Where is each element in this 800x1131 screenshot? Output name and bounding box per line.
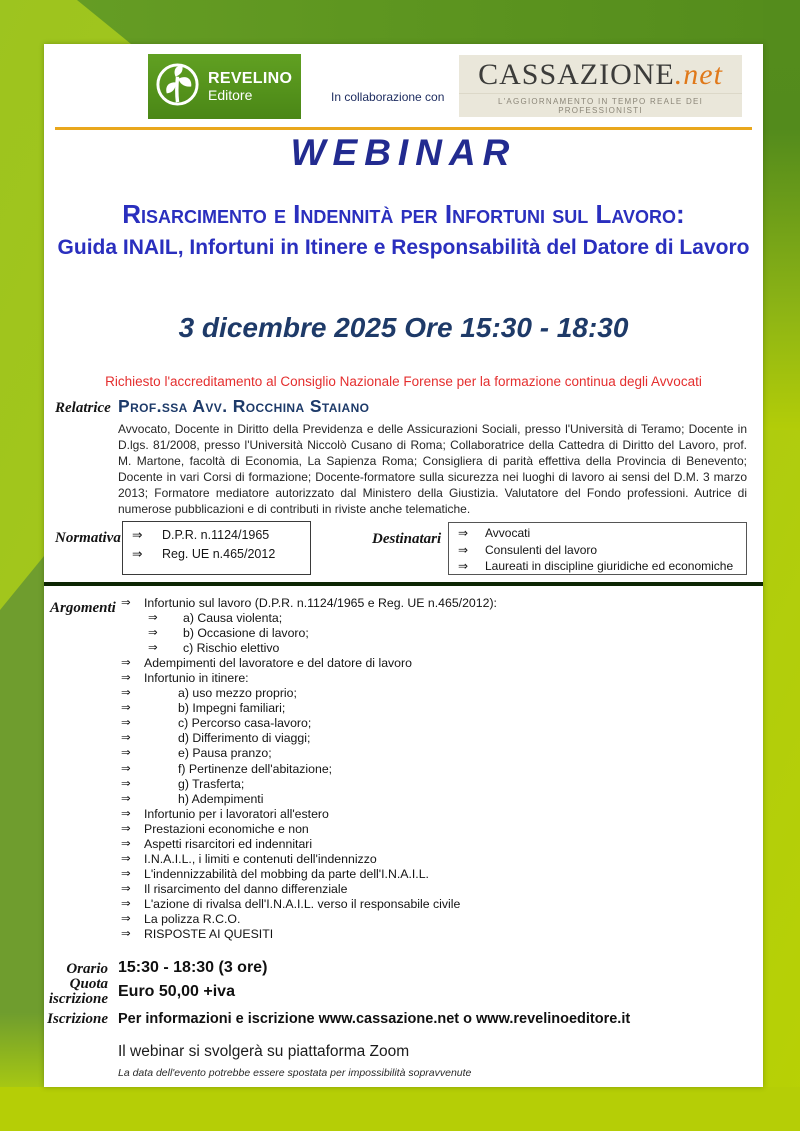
argomenti-list (121, 596, 755, 942)
arrow-icon: ⇒ (458, 559, 469, 573)
relatrice-label: Relatrice (55, 400, 111, 416)
normativa-label: Normativa (55, 530, 121, 546)
destinatari-item-text: Avvocati (485, 526, 531, 540)
arrow-icon: ⇒ (132, 547, 143, 561)
argomenti-item-text: Aspetti risarcitori ed indennitari (144, 836, 313, 851)
arrow-icon: ⇒ (121, 807, 131, 820)
flyer-title-line1: Risarcimento e Indennità per Infortuni sul Lavoro: (122, 199, 685, 229)
argomenti-item (121, 912, 755, 927)
arrow-icon: ⇒ (148, 627, 158, 640)
arrow-icon: ⇒ (121, 792, 131, 805)
background-bottom-band (0, 1087, 800, 1131)
argomenti-item-text: d) Differimento di viaggi; (178, 731, 311, 746)
cassazione-net-text: .net (674, 58, 723, 91)
revelino-subname: Editore (208, 86, 253, 103)
date-disclaimer: La data dell'evento potrebbe essere spostata per impossibilità sopravvenute (118, 1067, 472, 1079)
argomenti-item-text: b) Occasione di lavoro; (183, 626, 309, 641)
arrow-icon: ⇒ (121, 672, 131, 685)
argomenti-item-text: Infortunio in itinere: (144, 671, 249, 686)
section-divider (44, 582, 763, 586)
quota-value: Euro 50,00 +iva (118, 983, 235, 1000)
arrow-icon: ⇒ (121, 717, 131, 730)
argomenti-item-text: g) Trasferta; (178, 776, 245, 791)
revelino-tree-icon (154, 61, 201, 113)
argomenti-item-text: c) Percorso casa-lavoro; (178, 716, 312, 731)
quota-label-line2: iscrizione (48, 991, 108, 1007)
revelino-logo-text (208, 70, 292, 104)
argomenti-item (121, 656, 755, 671)
argomenti-item-text: Prestazioni economiche e non (144, 821, 309, 836)
argomenti-item-text: c) Rischio elettivo (183, 641, 280, 656)
destinatari-box (448, 522, 747, 575)
argomenti-item (121, 671, 755, 686)
normativa-item (129, 526, 310, 545)
argomenti-label: Argomenti (50, 600, 116, 616)
arrow-icon: ⇒ (121, 747, 131, 760)
argomenti-item (121, 897, 755, 912)
arrow-icon: ⇒ (458, 526, 469, 540)
argomenti-item (121, 596, 755, 611)
cassazione-tagline: L'AGGIORNAMENTO IN TEMPO REALE DEI PROFESSIONISTI (459, 93, 742, 115)
argomenti-item-text: Il risarcimento del danno differenziale (144, 881, 348, 896)
arrow-icon: ⇒ (121, 928, 131, 941)
destinatari-item (455, 542, 746, 559)
argomenti-item-text: e) Pausa pranzo; (178, 746, 272, 761)
webinar-heading: WEBINAR (290, 132, 517, 173)
argomenti-item (121, 762, 755, 777)
argomenti-item-text: h) Adempimenti (178, 791, 264, 806)
orario-value: 15:30 - 18:30 (3 ore) (118, 959, 268, 976)
arrow-icon: ⇒ (121, 837, 131, 850)
argomenti-item (121, 686, 755, 701)
argomenti-item (121, 822, 755, 837)
argomenti-item (121, 852, 755, 867)
cassazione-logo (459, 55, 742, 117)
cassazione-brand (459, 58, 742, 91)
argomenti-item-text: La polizza R.C.O. (144, 911, 241, 926)
argomenti-item-text: Infortunio sul lavoro (D.P.R. n.1124/1965 e Reg. UE n.465/2012): (144, 596, 497, 610)
speaker-name: Prof.ssa Avv. Rocchina Staiano (118, 396, 370, 416)
argomenti-item-text: L'indennizzabilità del mobbing da parte dell'I.N.A.I.L. (144, 866, 429, 881)
argomenti-item (148, 611, 755, 626)
revelino-logo (148, 54, 301, 119)
arrow-icon: ⇒ (121, 597, 131, 609)
arrow-icon: ⇒ (121, 777, 131, 790)
event-datetime: 3 dicembre 2025 Ore 15:30 - 18:30 (178, 312, 629, 343)
arrow-icon: ⇒ (121, 702, 131, 715)
background-right-band (763, 0, 800, 430)
accreditation-note: Richiesto l'accreditamento al Consiglio Nazionale Forense per la formazione continua degli Avvocati (105, 374, 702, 389)
normativa-item-text: Reg. UE n.465/2012 (162, 547, 276, 561)
argomenti-item (121, 792, 755, 807)
cassazione-brand-text: CASSAZIONE (478, 58, 675, 91)
destinatari-item-text: Consulenti del lavoro (485, 542, 598, 557)
orario-label: Orario (66, 961, 108, 977)
argomenti-item (121, 807, 755, 822)
destinatari-item-text: Laureati in discipline giuridiche ed economiche (485, 559, 734, 573)
argomenti-item-text: Infortunio per i lavoratori all'estero (144, 806, 329, 821)
arrow-icon: ⇒ (121, 687, 131, 700)
collaboration-text: In collaborazione con (331, 90, 445, 104)
arrow-icon: ⇒ (121, 762, 131, 775)
destinatari-label: Destinatari (372, 531, 442, 547)
arrow-icon: ⇒ (121, 867, 131, 880)
argomenti-item (121, 777, 755, 792)
argomenti-item-text: L'azione di rivalsa dell'I.N.A.I.L. verso il responsabile civile (144, 896, 461, 911)
arrow-icon: ⇒ (121, 912, 131, 925)
arrow-icon: ⇒ (458, 542, 469, 557)
argomenti-item (121, 731, 755, 746)
argomenti-item-text: a) Causa violenta; (183, 611, 283, 626)
platform-note: Il webinar si svolgerà su piattaforma Zoom (118, 1043, 410, 1060)
argomenti-item (148, 626, 755, 641)
gold-divider (55, 127, 752, 130)
argomenti-item-text: f) Pertinenze dell'abitazione; (178, 761, 333, 776)
normativa-box (122, 521, 311, 575)
arrow-icon: ⇒ (132, 528, 143, 542)
arrow-icon: ⇒ (148, 642, 158, 655)
argomenti-item (121, 867, 755, 882)
argomenti-item-text: I.N.A.I.L., i limiti e contenuti dell'indennizzo (144, 851, 377, 866)
argomenti-item (121, 746, 755, 761)
destinatari-item (455, 558, 746, 575)
argomenti-item (121, 882, 755, 897)
iscrizione-label: Iscrizione (47, 1011, 108, 1027)
arrow-icon: ⇒ (121, 852, 131, 865)
argomenti-item-text: b) Impegni familiari; (178, 701, 286, 716)
iscrizione-value: Per informazioni e iscrizione www.cassazione.net o www.revelinoeditore.it (118, 1011, 631, 1027)
arrow-icon: ⇒ (121, 732, 131, 745)
normativa-item-text: D.P.R. n.1124/1965 (162, 528, 270, 542)
arrow-icon: ⇒ (121, 882, 131, 895)
flyer-title-line2: Guida INAIL, Infortuni in Itinere e Responsabilità del Datore di Lavoro (57, 236, 750, 259)
background-left-olive-band (0, 556, 44, 1087)
arrow-icon: ⇒ (121, 822, 131, 835)
argomenti-item (121, 701, 755, 716)
arrow-icon: ⇒ (148, 612, 158, 625)
normativa-item (129, 545, 310, 564)
speaker-bio: Avvocato, Docente in Diritto della Previdenza e delle Assicurazioni Sociali, presso l'Università di Teramo; Docente in D.lgs. 81/2008, presso l'Università Niccolò Cusano di Roma; Collaboratrice della Cattedra di Diritto del Lavoro, prof. M. Martone, facoltà di Economia, La Sapienza Roma; Consigliera di parità effettiva della Provincia di Benevento; Docente in vari Corsi di formazione; Docente-formatore sulla sicurezza nei luoghi di lavoro ai sensi del D.M. 3 marzo 2013; Formatore mediatore autorizzato dal Ministero della Giustizia. Valutatore del Fondo professioni. Autrice di numerose pubblicazioni e di contributi in riviste anche telematiche. (118, 422, 747, 516)
argomenti-item (148, 641, 755, 656)
argomenti-item (121, 927, 755, 942)
arrow-icon: ⇒ (121, 897, 131, 910)
quota-label-line1: Quota (69, 976, 108, 992)
argomenti-item-text: a) uso mezzo proprio; (178, 686, 297, 701)
revelino-name: REVELINO (208, 69, 293, 87)
argomenti-item (121, 716, 755, 731)
argomenti-item-text: Adempimenti del lavoratore e del datore di lavoro (144, 656, 412, 671)
flyer-page (44, 44, 763, 1087)
argomenti-item (121, 837, 755, 852)
arrow-icon: ⇒ (121, 657, 131, 670)
destinatari-item (455, 525, 746, 542)
argomenti-item-text: RISPOSTE AI QUESITI (144, 927, 274, 942)
